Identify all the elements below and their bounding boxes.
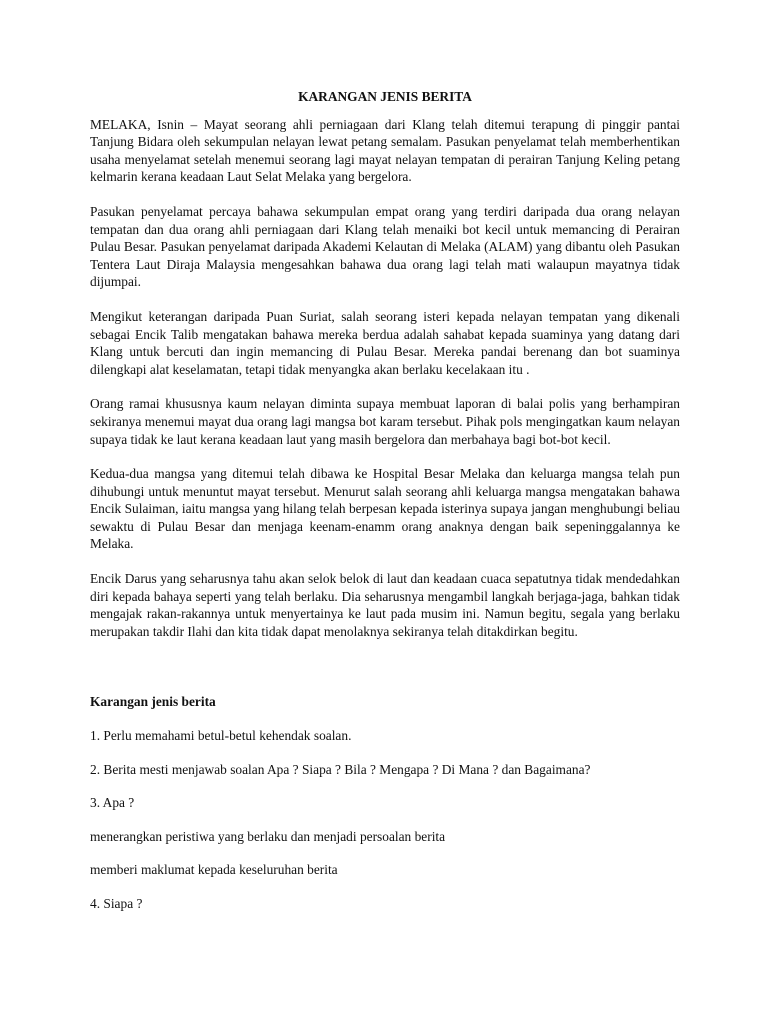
paragraph-3: Mengikut keterangan daripada Puan Suriat, salah seorang isteri kepada nelayan tempatan yang dikenali sebagai Encik Talib mengatakan bahawa mereka berdua adalah sahabat kepada suaminya yang datang dari Klang untuk bercuti dan ingin memancing di Pulau Besar. Mereka pandai berenang dan bot suaminya dilengkapi alat keselamatan, tetapi tidak menyangka akan berlaku kecelakaan itu . bbox=[90, 308, 680, 377]
note-item-5: memberi maklumat kepada keseluruhan berita bbox=[90, 862, 338, 878]
note-item-1: 1. Perlu memahami betul-betul kehendak soalan. bbox=[90, 728, 352, 744]
paragraph-6: Encik Darus yang seharusnya tahu akan selok belok di laut dan keadaan cuaca sepatutnya tidak mendedahkan diri kepada bahaya seperti yang telah berlaku. Dia seharusnya mengambil langkah berjaga-jaga, bahkan tidak mengajak rakan-rakannya untuk menyertainya ke laut pada musim ini. Namun begitu, segala yang berlaku merupakan takdir Ilahi dan kita tidak dapat menolaknya sekiranya telah ditakdirkan begitu. bbox=[90, 571, 680, 639]
notes-heading: Karangan jenis berita bbox=[90, 694, 216, 710]
document-title: KARANGAN JENIS BERITA bbox=[298, 89, 472, 104]
note-item-2: 2. Berita mesti menjawab soalan Apa ? Siapa ? Bila ? Mengapa ? Di Mana ? dan Bagaimana? bbox=[90, 761, 591, 777]
paragraph-2: Pasukan penyelamat percaya bahawa sekumpulan empat orang yang terdiri daripada dua orang nelayan tempatan dan dua orang ahli perniagaan dari Klang telah menaiki bot kecil untuk memancing di Perairan Pulau Besar. Pasukan penyelamat daripada Akademi Kelautan di Melaka (ALAM) yang dibantu oleh Pasukan Tentera Laut Diraja Malaysia mengesahkan bahawa dua orang lagi telah mati walaupun mayatnya tidak dijumpai. bbox=[90, 203, 680, 290]
section-spacer bbox=[90, 657, 680, 693]
note-item-3: 3. Apa ? bbox=[90, 795, 135, 811]
document-page bbox=[90, 88, 680, 929]
note-item-6: 4. Siapa ? bbox=[90, 896, 143, 911]
paragraph-5: Kedua-dua mangsa yang ditemui telah dibawa ke Hospital Besar Melaka dan keluarga mangsa telah pun dihubungi untuk menuntut mayat tersebut. Menurut salah seorang ahli keluarga mangsa mengatakan bahawa Encik Sulaiman, iaitu mangsa yang hilang telah berpesan kepada isterinya supaya jangan menghubungi beliau sewaktu di Pulau Besar dan menjaga keenam-enamm orang anaknya dengan baik sepeninggalannya ke Melaka. bbox=[90, 466, 680, 552]
paragraph-1: MELAKA, Isnin – Mayat seorang ahli perniagaan dari Klang telah ditemui terapung di pinggir pantai Tanjung Bidara oleh sekumpulan nelayan lewat petang semalam. Pasukan penyelamat telah memberhentikan usaha menyelamat setelah menemui seorang lagi mayat nelayan tempatan di perairan Tanjung Keling petang kelmarin kerana keadaan Laut Selat Melaka yang bergelora. bbox=[90, 116, 680, 185]
paragraph-4: Orang ramai khususnya kaum nelayan diminta supaya membuat laporan di balai polis yang berhampiran sekiranya menemui mayat dua orang lagi mangsa bot karam tersebut. Pihak pols mengingatkan kaum nelayan supaya tidak ke laut kerana keadaan laut yang masih bergelora dan merbahaya bagi bot-bot kecil. bbox=[90, 396, 680, 447]
note-item-4: menerangkan peristiwa yang berlaku dan menjadi persoalan berita bbox=[90, 828, 446, 844]
